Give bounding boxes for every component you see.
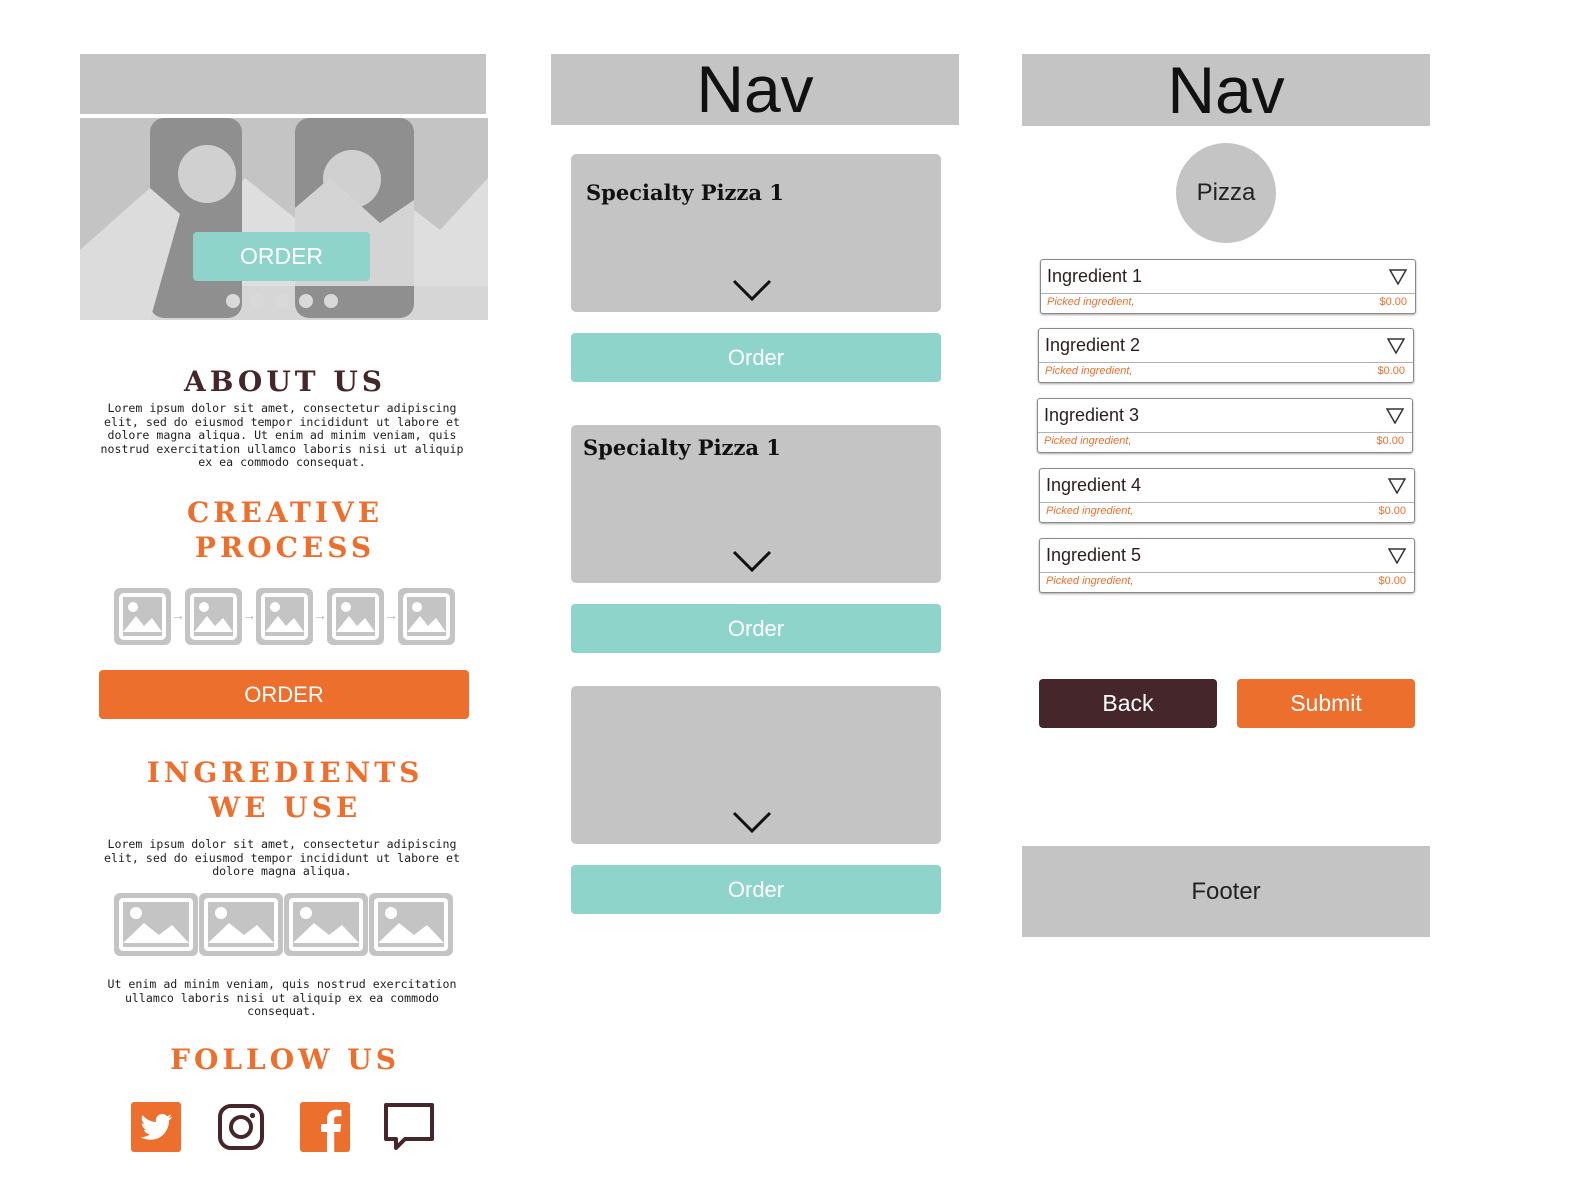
about-us-heading: ABOUT US xyxy=(184,365,386,398)
follow-us-heading: FOLLOW US xyxy=(170,1043,400,1076)
submit-button[interactable]: Submit xyxy=(1237,679,1415,728)
process-image xyxy=(114,588,171,645)
nav-bar[interactable] xyxy=(551,54,959,125)
process-arrow-icon: → xyxy=(242,607,256,623)
ingredient-image xyxy=(284,893,368,956)
pizza-order-button[interactable]: Order xyxy=(571,604,941,653)
ingredient-price: $0.00 xyxy=(1378,505,1406,517)
process-arrow-icon: → xyxy=(384,607,398,623)
about-us-text: Lorem ipsum dolor sit amet, consectetur adipiscing elit, sed do eiusmod tempor incididunt ut labore et dolore magna aliqua. Ut enim ad minim veniam, quis nostrud exercitation ullamco laboris nisi ut aliquip ex ea commodo consequat. xyxy=(100,401,464,470)
divider xyxy=(1040,572,1414,573)
carousel-dot[interactable] xyxy=(226,294,240,308)
chevron-down-icon[interactable] xyxy=(732,810,772,834)
ingredients-text-2: Ut enim ad minim veniam, quis nostrud exercitation ullamco laboris nisi ut aliquip ex ea commodo consequat. xyxy=(107,977,457,1019)
divider xyxy=(1039,362,1413,363)
header-placeholder xyxy=(80,54,486,114)
dropdown-triangle-icon[interactable] xyxy=(1388,548,1406,564)
order-button[interactable]: ORDER xyxy=(99,670,469,719)
nav-label: Nav xyxy=(696,52,814,126)
ingredients-heading xyxy=(80,755,490,825)
twitter-icon[interactable] xyxy=(131,1102,181,1152)
pizza-order-button[interactable]: Order xyxy=(571,865,941,914)
nav-label: Nav xyxy=(1167,53,1285,127)
ingredient-price: $0.00 xyxy=(1376,435,1404,447)
ingredient-image xyxy=(199,893,283,956)
chat-icon[interactable] xyxy=(383,1102,433,1152)
picked-ingredient-text: Picked ingredient, xyxy=(1044,435,1132,447)
process-image xyxy=(398,588,455,645)
footer-label: Footer xyxy=(1191,878,1261,905)
creative-process-heading-line1: CREATIVE xyxy=(186,496,384,529)
picked-ingredient-text: Picked ingredient, xyxy=(1047,296,1135,308)
carousel-dot[interactable] xyxy=(275,294,289,308)
dropdown-triangle-icon[interactable] xyxy=(1386,408,1404,424)
ingredient-price: $0.00 xyxy=(1378,575,1406,587)
ingredient-price: $0.00 xyxy=(1377,365,1405,377)
chevron-down-icon[interactable] xyxy=(732,549,772,573)
carousel-dot[interactable] xyxy=(250,294,264,308)
pizza-card-title: Specialty Pizza 1 xyxy=(583,435,781,460)
pizza-card-title: Specialty Pizza 1 xyxy=(586,180,784,205)
ingredients-heading-line2: WE USE xyxy=(208,791,362,824)
ingredients-heading-line1: INGREDIENTS xyxy=(146,756,424,789)
ingredient-select[interactable] xyxy=(1039,538,1415,593)
back-button[interactable]: Back xyxy=(1039,679,1217,728)
facebook-icon[interactable] xyxy=(300,1102,350,1152)
footer xyxy=(1022,846,1430,937)
nav-bar[interactable] xyxy=(1022,54,1430,126)
ingredient-image xyxy=(369,893,453,956)
ingredient-label: Ingredient 3 xyxy=(1044,405,1140,425)
hero-image-placeholder xyxy=(80,118,488,320)
pizza-image xyxy=(1176,143,1276,243)
ingredient-select[interactable] xyxy=(1040,259,1416,314)
pizza-order-button[interactable]: Order xyxy=(571,333,941,382)
ingredient-image xyxy=(114,893,198,956)
dropdown-triangle-icon[interactable] xyxy=(1389,269,1407,285)
ingredient-label: Ingredient 5 xyxy=(1046,545,1142,565)
divider xyxy=(1041,293,1415,294)
ingredient-label: Ingredient 4 xyxy=(1046,475,1142,495)
dropdown-triangle-icon[interactable] xyxy=(1387,338,1405,354)
chevron-down-icon[interactable] xyxy=(732,278,772,302)
ingredient-label: Ingredient 2 xyxy=(1045,335,1141,355)
ingredients-text: Lorem ipsum dolor sit amet, consectetur adipiscing elit, sed do eiusmod tempor incididunt ut labore et dolore magna aliqua. xyxy=(104,837,460,879)
process-arrow-icon: → xyxy=(313,607,327,623)
process-image xyxy=(256,588,313,645)
pizza-card[interactable] xyxy=(571,425,941,583)
carousel-dot[interactable] xyxy=(299,294,313,308)
ingredient-select[interactable] xyxy=(1037,398,1413,453)
picked-ingredient-text: Picked ingredient, xyxy=(1045,365,1133,377)
creative-process-heading-line2: PROCESS xyxy=(194,531,376,564)
ingredient-select[interactable] xyxy=(1038,328,1414,383)
picked-ingredient-text: Picked ingredient, xyxy=(1046,505,1134,517)
picked-ingredient-text: Picked ingredient, xyxy=(1046,575,1134,587)
ingredient-select[interactable] xyxy=(1039,468,1415,523)
pizza-label: Pizza xyxy=(1196,179,1256,206)
dropdown-triangle-icon[interactable] xyxy=(1388,478,1406,494)
creative-process-heading xyxy=(80,495,490,565)
divider xyxy=(1040,502,1414,503)
instagram-icon[interactable] xyxy=(216,1102,266,1152)
ingredient-label: Ingredient 1 xyxy=(1047,266,1143,286)
process-image xyxy=(327,588,384,645)
hero-carousel[interactable] xyxy=(80,118,488,320)
ingredient-price: $0.00 xyxy=(1379,296,1407,308)
pizza-card[interactable] xyxy=(571,154,941,312)
process-image xyxy=(185,588,242,645)
divider xyxy=(1038,432,1412,433)
process-arrow-icon: → xyxy=(171,607,185,623)
carousel-dot[interactable] xyxy=(324,294,338,308)
pizza-card[interactable] xyxy=(571,686,941,844)
hero-order-button[interactable]: ORDER xyxy=(193,232,370,281)
